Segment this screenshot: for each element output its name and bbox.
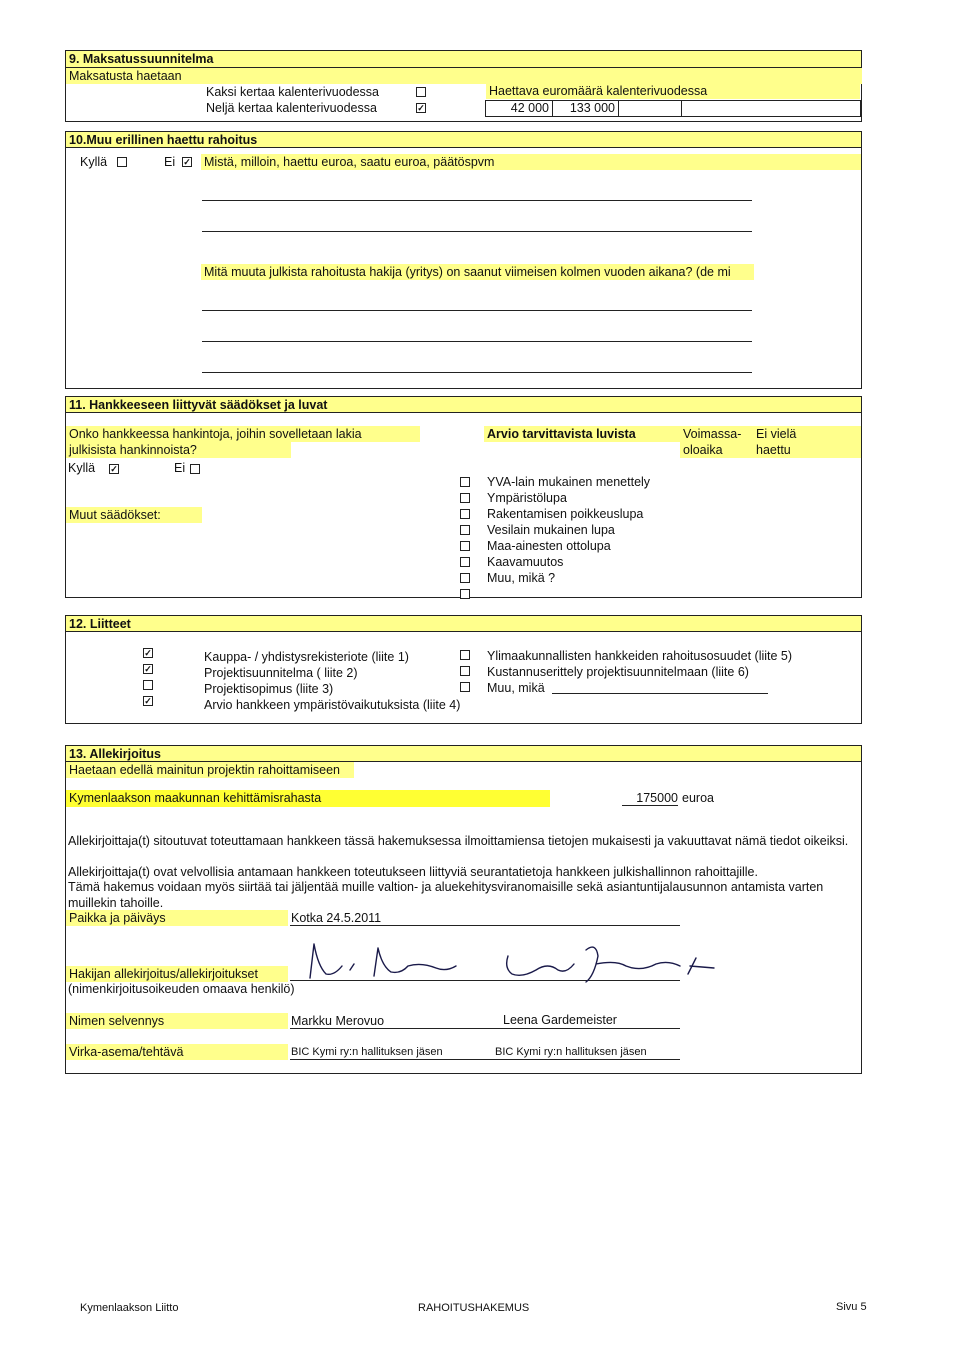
amount-cell-3[interactable] (619, 101, 682, 116)
s11-other-label: Muut säädökset: (66, 507, 202, 523)
s13-role-line (290, 1059, 680, 1060)
s10-question-2: Mitä muuta julkista rahoitusta hakija (yritys) on saanut viimeisen kolmen vuoden aikana? (de mi (201, 264, 754, 280)
attachment-label: Muu, mikä (487, 681, 545, 695)
s10-yes-label: Kyllä (80, 155, 108, 169)
attachment-checkbox[interactable] (143, 680, 153, 690)
permit-checkbox[interactable] (460, 509, 470, 519)
permit-checkbox[interactable] (460, 541, 470, 551)
s11-permits-header: Arvio tarvittavista luvista (484, 426, 680, 442)
permit-checkbox[interactable] (460, 589, 470, 599)
attachment-label: Kauppa- / yhdistysrekisteriote (liite 1) (204, 650, 409, 664)
signature-1 (310, 944, 456, 978)
s10-answer-line-4[interactable] (202, 341, 752, 342)
footer-center: RAHOITUSHAKEMUS (418, 1302, 530, 1314)
s13-name-label: Nimen selvennys (66, 1013, 288, 1029)
attachment-checkbox[interactable]: ✓ (144, 696, 152, 706)
permit-checkbox[interactable] (460, 557, 470, 567)
section-10-title: 10.Muu erillinen haettu rahoitus (66, 132, 861, 148)
section-12-title: 12. Liitteet (66, 616, 861, 632)
s13-source: Kymenlaakson maakunnan kehittämisrahasta (66, 790, 550, 807)
permit-checkbox[interactable] (460, 477, 470, 487)
s13-place-line (290, 925, 680, 926)
permit-label: Muu, mikä ? (487, 571, 556, 585)
s11-question-line1: Onko hankkeessa hankintoja, joihin sovelletaan lakia (66, 426, 420, 442)
amount-label: Haettava euromäärä kalenterivuodessa (486, 84, 860, 99)
permit-label: Maa-ainesten ottolupa (487, 539, 611, 553)
amount-cell-4[interactable] (682, 101, 860, 116)
s13-name-1[interactable]: Markku Merovuo (291, 1014, 385, 1028)
s13-paragraph-2: Allekirjoittaja(t) ovat velvollisia antamaan hankkeen toteutukseen liittyviä seurantatietoja hankkeen julkishallinnon rahoittajille. (68, 865, 758, 879)
attachment-label: Projektisuunnitelma ( liite 2) (204, 666, 358, 680)
s10-answer-line-2[interactable] (202, 231, 752, 232)
s11-notyet-line1: Ei vielä (756, 427, 797, 441)
s13-amount[interactable]: 175000 (622, 791, 678, 806)
signature-2 (507, 947, 714, 982)
permit-checkbox[interactable] (460, 573, 470, 583)
permit-checkbox[interactable] (460, 525, 470, 535)
s11-question-line2: julkisista hankinnoista? (66, 442, 291, 458)
attachment-other-line[interactable] (552, 693, 768, 694)
attachment-label: Projektisopimus (liite 3) (204, 682, 334, 696)
s11-yes-checkbox[interactable]: ✓ (110, 464, 118, 474)
s10-no-label: Ei (164, 155, 176, 169)
payment-option-four: Neljä kertaa kalenterivuodessa (206, 101, 377, 115)
s11-no-label: Ei (174, 461, 186, 475)
attachment-label: Ylimaakunnallisten hankkeiden rahoitusosuudet (liite 5) (487, 649, 793, 663)
payment-four-checkbox[interactable]: ✓ (417, 103, 425, 113)
s13-signature-sublabel: (nimenkirjoitusoikeuden omaava henkilö) (68, 982, 295, 996)
permit-label: Vesilain mukainen lupa (487, 523, 615, 537)
attachment-checkbox[interactable] (460, 666, 470, 676)
s13-name-line (290, 1028, 680, 1029)
permit-label: YVA-lain mukainen menettely (487, 475, 651, 489)
permit-label: Rakentamisen poikkeuslupa (487, 507, 644, 521)
signatures (296, 936, 726, 986)
permit-checkbox[interactable] (460, 493, 470, 503)
payment-twice-checkbox[interactable] (416, 87, 426, 97)
s11-yes-label: Kyllä (68, 461, 96, 475)
s10-answer-line-1[interactable] (202, 200, 752, 201)
s11-notyet-line2: haettu (756, 443, 791, 457)
s13-name-2[interactable]: Leena Gardemeister (503, 1013, 617, 1027)
amount-cell-1[interactable]: 42 000 (486, 101, 553, 116)
attachment-checkbox[interactable] (460, 682, 470, 692)
s13-place-value[interactable]: Kotka 24.5.2011 (291, 911, 382, 925)
s13-role-1[interactable]: BIC Kymi ry:n hallituksen jäsen (291, 1046, 443, 1058)
s11-validity-line1: Voimassa- (683, 427, 742, 441)
s13-apply-label: Haetaan edellä mainitun projektin rahoittamiseen (66, 762, 354, 778)
s11-no-checkbox[interactable] (190, 464, 200, 474)
permit-label: Kaavamuutos (487, 555, 564, 569)
s13-signature-label: Hakijan allekirjoitus/allekirjoitukset (66, 966, 288, 982)
s10-no-checkbox[interactable]: ✓ (183, 157, 191, 167)
section-9-title: 9. Maksatussuunnitelma (66, 51, 861, 68)
section-13-title: 13. Allekirjoitus (66, 746, 861, 762)
attachment-label: Kustannuserittely projektisuunnitelmaan (liite 6) (487, 665, 749, 679)
s13-paragraph-3: Tämä hakemus voidaan myös siirtää tai jäljentää muille valtion- ja aluekehitysviranomaisille sekä asiantuntijalausunnon antamista varten muillekin tahoille. (68, 880, 824, 910)
s13-currency: euroa (682, 791, 714, 805)
attachment-checkbox[interactable]: ✓ (144, 664, 152, 674)
s10-question-1: Mistä, milloin, haettu euroa, saatu euroa, päätöspvm (201, 154, 861, 170)
footer-right: Sivu 5 (836, 1301, 867, 1313)
s13-role-label: Virka-asema/tehtävä (66, 1044, 288, 1060)
s10-yes-checkbox[interactable] (117, 157, 127, 167)
s11-validity-line2: oloaika (683, 443, 723, 457)
section-11-title: 11. Hankkeeseen liittyvät säädökset ja luvat (66, 397, 861, 413)
s13-place-label: Paikka ja päiväys (66, 910, 288, 926)
amount-table (485, 100, 861, 117)
s10-answer-line-3[interactable] (202, 310, 752, 311)
amount-cell-2[interactable]: 133 000 (553, 101, 619, 116)
s13-role-2[interactable]: BIC Kymi ry:n hallituksen jäsen (495, 1046, 647, 1058)
attachment-label: Arvio hankkeen ympäristövaikutuksista (liite 4) (204, 698, 461, 712)
footer-left: Kymenlaakson Liitto (80, 1302, 179, 1314)
section-9-subtitle: Maksatusta haetaan (66, 68, 862, 84)
s13-paragraph-1: Allekirjoittaja(t) sitoutuvat toteuttamaan hankkeen tässä hakemuksessa ilmoittamiensa tietojen mukaisesti ja vakuuttavat nämä tiedot oikeiksi. (68, 834, 849, 848)
attachment-checkbox[interactable] (460, 650, 470, 660)
attachment-checkbox[interactable]: ✓ (144, 648, 152, 658)
s10-answer-line-5[interactable] (202, 372, 752, 373)
payment-option-twice: Kaksi kertaa kalenterivuodessa (206, 85, 380, 99)
permit-label: Ympäristölupa (487, 491, 567, 505)
